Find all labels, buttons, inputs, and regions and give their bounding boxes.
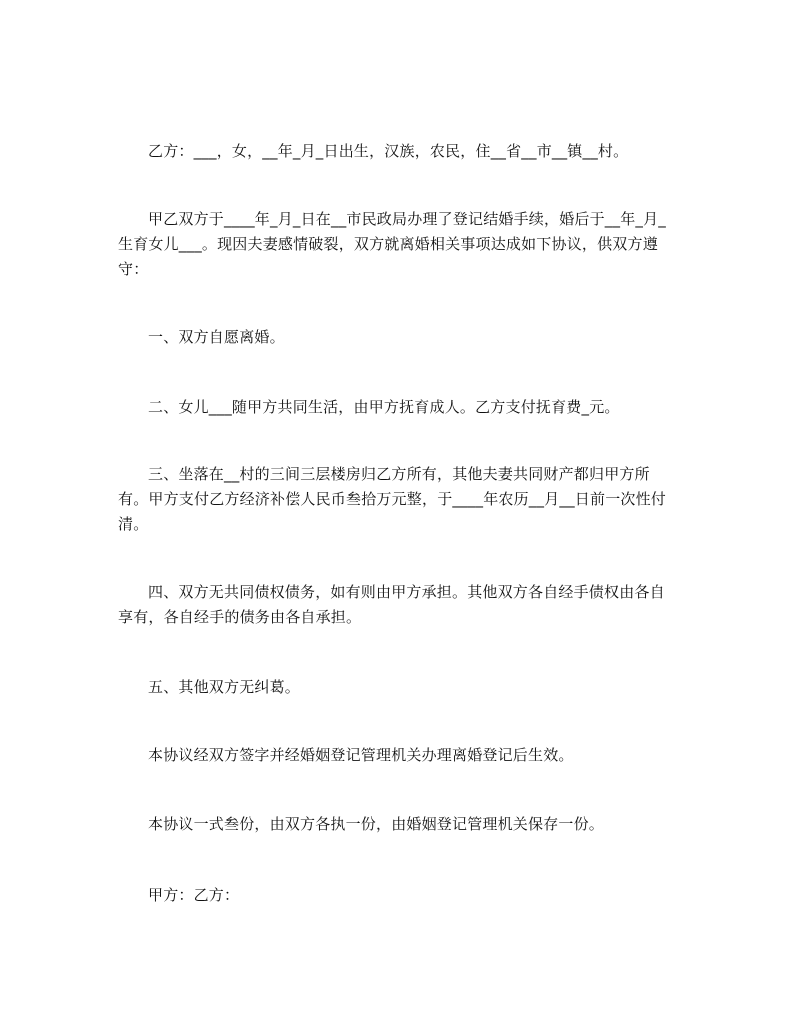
copies-paragraph: 本协议一式叁份，由双方各执一份，由婚姻登记管理机关保存一份。 <box>148 815 605 833</box>
clause-2-paragraph: 二、女儿___随甲方共同生活，由甲方抚育成人。乙方支付抚育费_元。 <box>148 398 620 416</box>
marriage-background-paragraph: 甲乙双方于____年_月_日在__市民政局办理了登记结婚手续，婚后于__年_月_生育女儿___。现因夫妻感情破裂，双方就离婚相关事项达成如下协议，供双方遵守： <box>118 210 667 278</box>
clause-1-paragraph: 一、双方自愿离婚。 <box>148 328 285 346</box>
signature-line: 甲方：乙方： <box>148 886 240 904</box>
effectiveness-paragraph: 本协议经双方签字并经婚姻登记管理机关办理离婚登记后生效。 <box>148 746 574 764</box>
clause-4-paragraph: 四、双方无共同债权债务，如有则由甲方承担。其他双方各自经手债权由各自享有，各自经手的债务由各自承担。 <box>118 583 665 626</box>
party-b-info-paragraph: 乙方：___，女，__年_月_日出生，汉族，农民，住__省__市__镇__村。 <box>148 142 629 160</box>
clause-3-paragraph: 三、坐落在__村的三间三层楼房归乙方所有，其他夫妻共同财产都归甲方所有。甲方支付乙方经济补偿人民币叁拾万元整，于____年农历__月__日前一次性付清。 <box>118 465 667 533</box>
clause-5-paragraph: 五、其他双方无纠葛。 <box>148 678 301 696</box>
